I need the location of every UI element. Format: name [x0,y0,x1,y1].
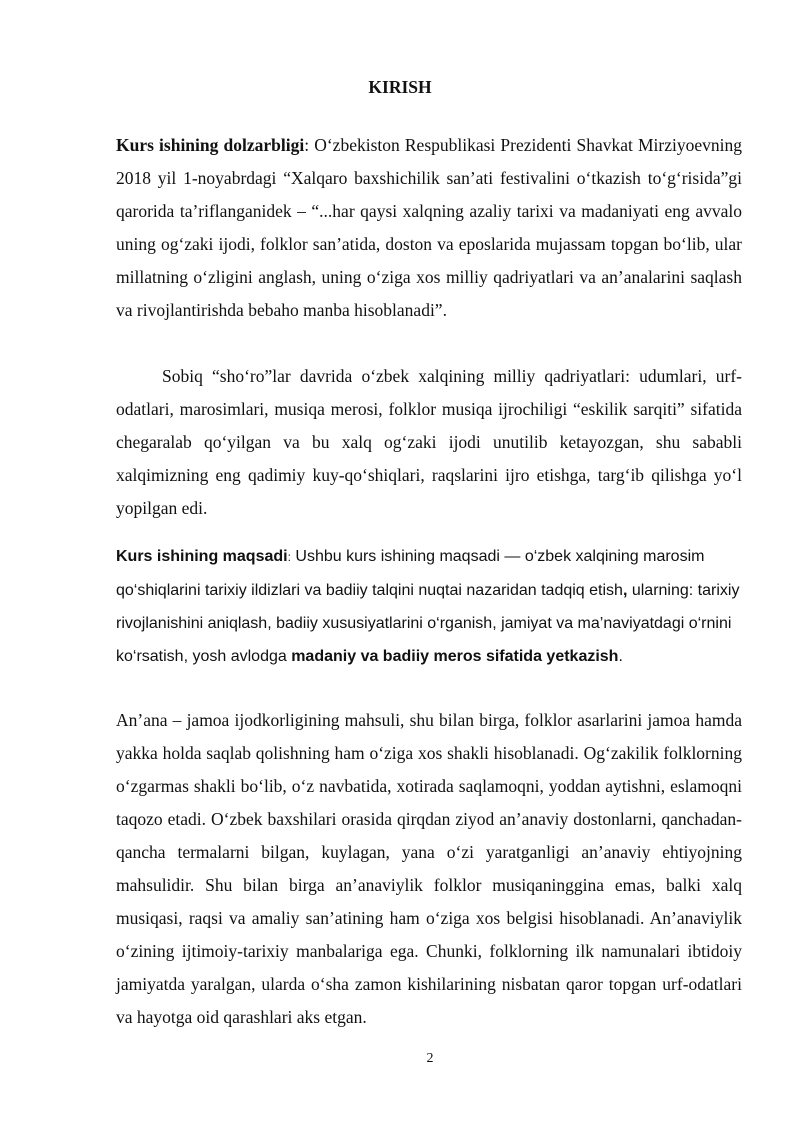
page-title: KIRISH [368,77,432,97]
purpose-bold-tail: madaniy va badiiy meros sifatida yetkazish [291,648,619,665]
purpose-comma: , [622,582,628,599]
paragraph-relevance [116,129,742,327]
relevance-text: O‘zbekiston Respublikasi Prezidenti Shavkat Mirziyoevning 2018 yil 1-noyabrdagi “Xalqaro baxshichilik san’ati festivalini o‘tkazish to‘g‘risida”gi qarorida ta’riflanganidek – “...har qaysi xalqning azaliy tarixi va madaniyati eng avvalo uning og‘zaki ijodi, folklor san’atida, doston va eposlarida mujassam topgan bo‘lib, ular millatning o‘zligini anglash, uning o‘ziga xos milliy qadriyatlari va an’analarini saqlash va rivojlantirishda bebaho manba hisoblanadi”. [116,135,742,320]
soviet-era-text: Sobiq “sho‘ro”lar davrida o‘zbek xalqining milliy qadriyatlari: udumlari, urf-odatlari, marosimlari, musiqa merosi, folklor musiqa ijrochiligi “eskilik sarqiti” sifatida chegaralab qo‘yilgan va bu xalq og‘zaki ijodi unutilib ketayozgan, shu sababli xalqimizning eng qadimiy kuy-qo‘shiqlari, raqslarini ijro etishga, targ‘ib qilishga yo‘l yopilgan edi. [116,366,742,518]
page-number: 2 [426,1051,434,1066]
relevance-colon: : [304,135,310,155]
tradition-text: An’ana – jamoa ijodkorligining mahsuli, shu bilan birga, folklor asarlarini jamoa hamda yakka holda saqlab qolishning ham o‘ziga xos shakli hisoblanadi. Og‘zakilik folklorning o‘zgarmas shakli bo‘lib, o‘z navbatida, xotirada saqlamoqni, yoddan aytishni, eslamoqni taqozo etadi. O‘zbek baxshilari orasida qirqdan ziyod an’anaviy dostonlarni, qanchadan-qancha termalarni bilgan, kuylagan, yana o‘zi yaratganligi an’anaviy ehtiyojning mahsulidir. Shu bilan birga an’anaviylik folklor musiqaninggina emas, balki xalq musiqasi, raqsi va amaliy san’atining ham o‘ziga xos belgisi hisoblanadi. An’anaviylik o‘zining ijtimoiy-tarixiy manbalariga ega. Chunki, folklorning ilk namunalari ibtidoiy jamiyatda yaralgan, ularda o‘sha zamon kishilarining nisbatan qaror topgan urf-odatlari va hayotga oid qarashlari aks etgan. [116,710,742,1027]
paragraph-purpose [116,540,742,673]
purpose-text-a: Ushbu kurs ishining maqsadi — o‘zbek xalqining marosim qo‘shiqlarini tarixiy ildizlari va badiiy talqini nuqtai nazaridan tadqiq etish [116,548,705,599]
purpose-text-b: ularning: tarixiy rivojlanishini aniqlash, badiiy xususiyatlarini o‘rganish, jamiyat va ma’naviyatdagi o‘rnini ko‘rsatish, yosh avlodga [116,582,740,665]
purpose-period: . [618,648,623,665]
paragraph-tradition [116,704,742,1034]
relevance-heading: Kurs ishining dolzarbligi [116,135,305,155]
purpose-heading: Kurs ishining maqsadi [116,548,288,565]
paragraph-soviet-era [116,360,742,525]
purpose-colon: : [287,550,291,564]
